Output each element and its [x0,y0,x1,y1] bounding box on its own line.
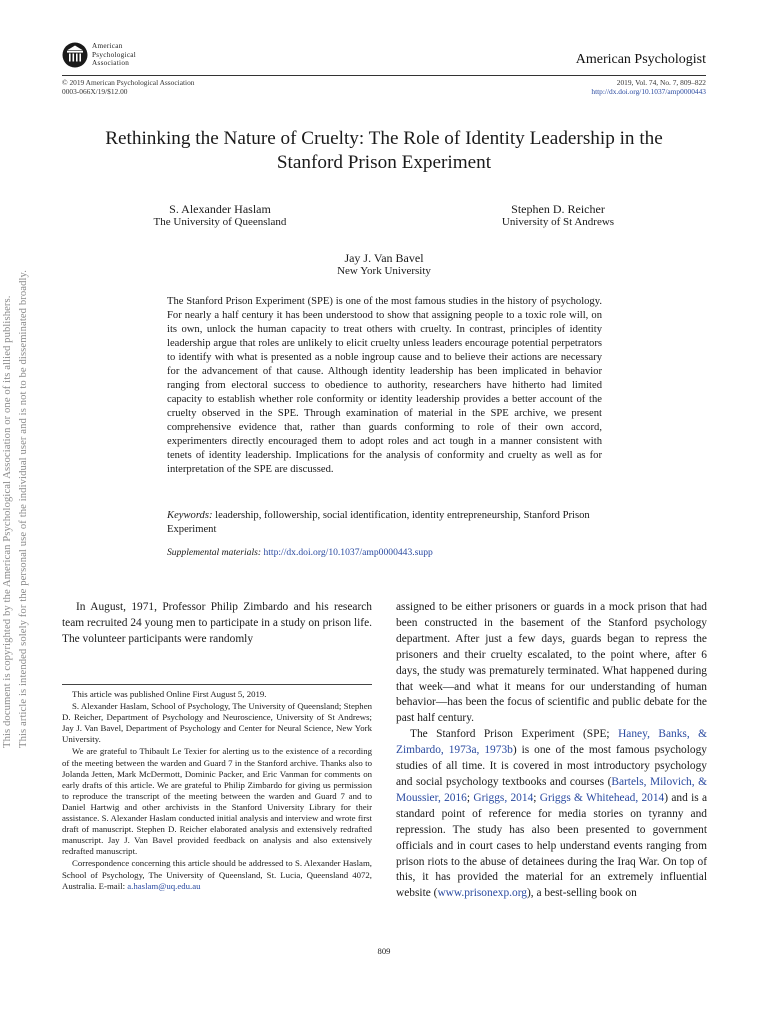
apa-emblem-icon [62,42,88,68]
title-line-1: Rethinking the Nature of Cruelty: The Role of Identity Leadership in the [105,128,663,149]
keywords-label: Keywords: [167,510,213,521]
journal-name: American Psychologist [575,52,706,67]
copyright-line: © 2019 American Psychological Association [62,78,195,87]
footnote-published: This article was published Online First August 5, 2019. [72,689,267,699]
right-paragraph-2 [396,727,707,902]
author-affiliation: The University of Queensland [153,216,287,228]
issn-line: 0003-066X/19/$12.00 [62,86,128,96]
email-link[interactable]: a.haslam@uq.edu.au [127,880,201,891]
copyright-sidebar [0,268,44,748]
author-affiliation: University of St Andrews [501,216,615,228]
right-column [396,600,707,902]
website-link[interactable]: www.prisonexp.org [437,887,527,900]
logo-line-3: Association [92,59,130,68]
keywords [167,509,602,537]
citation-link[interactable]: Griggs, 2014 [473,791,534,804]
citation-link[interactable]: Haney, Banks, & Zimbardo, 1973a, 1973b [396,728,708,757]
author-block-1 [130,202,310,229]
article-title [62,127,706,175]
text-run: ) is one of the most famous psychology studies of all time. It is covered in most introductory psychology and social psychology textbooks and courses ( [396,744,707,788]
citation-link[interactable]: Bartels, Milovich, & Moussier, 2016 [396,775,707,804]
text-run: ; [466,791,471,804]
sidebar-line-2: This article is intended solely for the personal use of the individual user and is not to be disseminated broadly. [18,269,29,748]
author-name: Jay J. Van Bavel [344,251,424,265]
title-line-2: Stanford Prison Experiment [276,152,492,173]
supp-label: Supplemental materials: [167,547,262,558]
issue-info [591,79,706,96]
header-rule [62,75,706,76]
footnote-affiliations: S. Alexander Haslam, School of Psychology, The University of Queensland; Stephen D. Reicher, Department of Psychology and Neuroscience, University of St Andrews; Jay J. Van Bavel, Department of Psychology and Center for Neural Science, New York University. [62,701,372,745]
abstract: The Stanford Prison Experiment (SPE) is one of the most famous studies in the history of psychology. For nearly a half century it has been understood to show that assigning people to a toxic role will, on its own, unlock the human capacity to treat others with cruelty. In contrast, principles of identity leadership argue that roles are unlikely to elicit cruelty unless leaders encourage potential perpetrators to identify with what is presented as a noble ingroup cause and to believe their actions are necessary for the advancement of that cause. Although identity leadership has been implicated in behavior ranging from electoral success to obedience to authority, researchers have hitherto had limited capacity to establish whether role conformity or identity leadership provides a better account of the cruelty observed in the SPE. Through examination of material in the SPE archive, we present comprehensive evidence that, rather than guards conforming to role of their own accord, experimenters directly encouraged them to adopt roles and act tough in a manner consistent with tenets of identity leadership. Implications for the analysis of conformity and cruelty as well as for interpretation of the SPE are discussed. [167,296,602,475]
page-number: 809 [377,946,391,956]
keywords-list: leadership, followership, social identification, identity entrepreneurship, Stanford Prison Experiment [167,510,590,535]
citation-link[interactable]: Griggs & Whitehead, 2014 [539,791,665,804]
text-run: ), a best-selling book on [526,887,637,900]
footnote-correspondence [62,858,372,891]
logo-line-1: American [92,42,123,51]
author-name: S. Alexander Haslam [169,202,271,216]
apa-logo [62,40,136,70]
supplemental-materials [167,547,602,559]
correspondence-text: Correspondence concerning this article should be addressed to S. Alexander Haslam, School of Psychology, The University of Queensland, St. Lucia, Queensland 4072, Australia. E-mail: [62,858,372,891]
author-note [62,689,372,893]
logo-wordmark [92,42,136,67]
right-paragraph-1: assigned to be either prisoners or guards in a mock prison that had been constructed in the basement of the Stanford psychology department. After just a few days, guards began to repress the prisoners and their cruelty escalated, to the point where, after 6 days, the study was prematurely terminated. What happened during that week—and what it means for our understanding of human behavior—has been the focus of scientific and public debate for the past half century. [396,601,707,725]
logo-line-2: Psychological [92,50,137,59]
volume-line: 2019, Vol. 74, No. 7, 809–822 [616,78,706,87]
footnote-thanks: We are grateful to Thibault Le Texier for alerting us to the existence of a recording of the meeting between the warden and Guard 7 in the Stanford archive. Thanks also to Jolanda Jetten, Mark McDermott, Dominic Packer, and Eric Vanman for comments on early drafts of this article. We are grateful to Philip Zimbardo for giving us permission to reproduce the transcript of the meeting between the warden and Guard 7 and to Daniel Hartwig and other archivists in the Stanford University Library for their assistance. S. Alexander Haslam conducted initial analysis and interview and wrote first draft of manuscript. Stephen D. Reicher elaborated analysis and extensively redrafted manuscript. Jay J. Van Bavel provided feedback on analysis and also extensively redrafted manuscript. [62,746,372,857]
sidebar-line-1: This document is copyrighted by the American Psychological Association or one of its allied publishers. [2,295,13,748]
author-affiliation: New York University [337,265,431,277]
text-run: ) and is a standard point of reference for media stories on tyranny and repression. The study has also been presented to government officials and in court cases to help understand events ranging from prison riots to the abuse of detainees during the Iraq War. On top of this, it has provided the material for an extremely influential website ( [396,791,708,900]
author-name: Stephen D. Reicher [511,202,605,216]
author-block-3 [294,251,474,278]
author-block-2 [468,202,648,229]
text-run: The Stanford Prison Experiment (SPE; [410,728,610,741]
intro-paragraph-left: In August, 1971, Professor Philip Zimbardo and his research team recruited 24 young men to participate in a study on prison life. The volunteer participants were randomly [62,601,372,645]
doi-link[interactable]: http://dx.doi.org/10.1037/amp0000443 [591,86,706,96]
supp-link[interactable]: http://dx.doi.org/10.1037/amp0000443.supp [263,547,433,558]
text-run: ; [533,791,537,804]
copyright-info [62,79,194,96]
footnote-rule [62,684,372,685]
